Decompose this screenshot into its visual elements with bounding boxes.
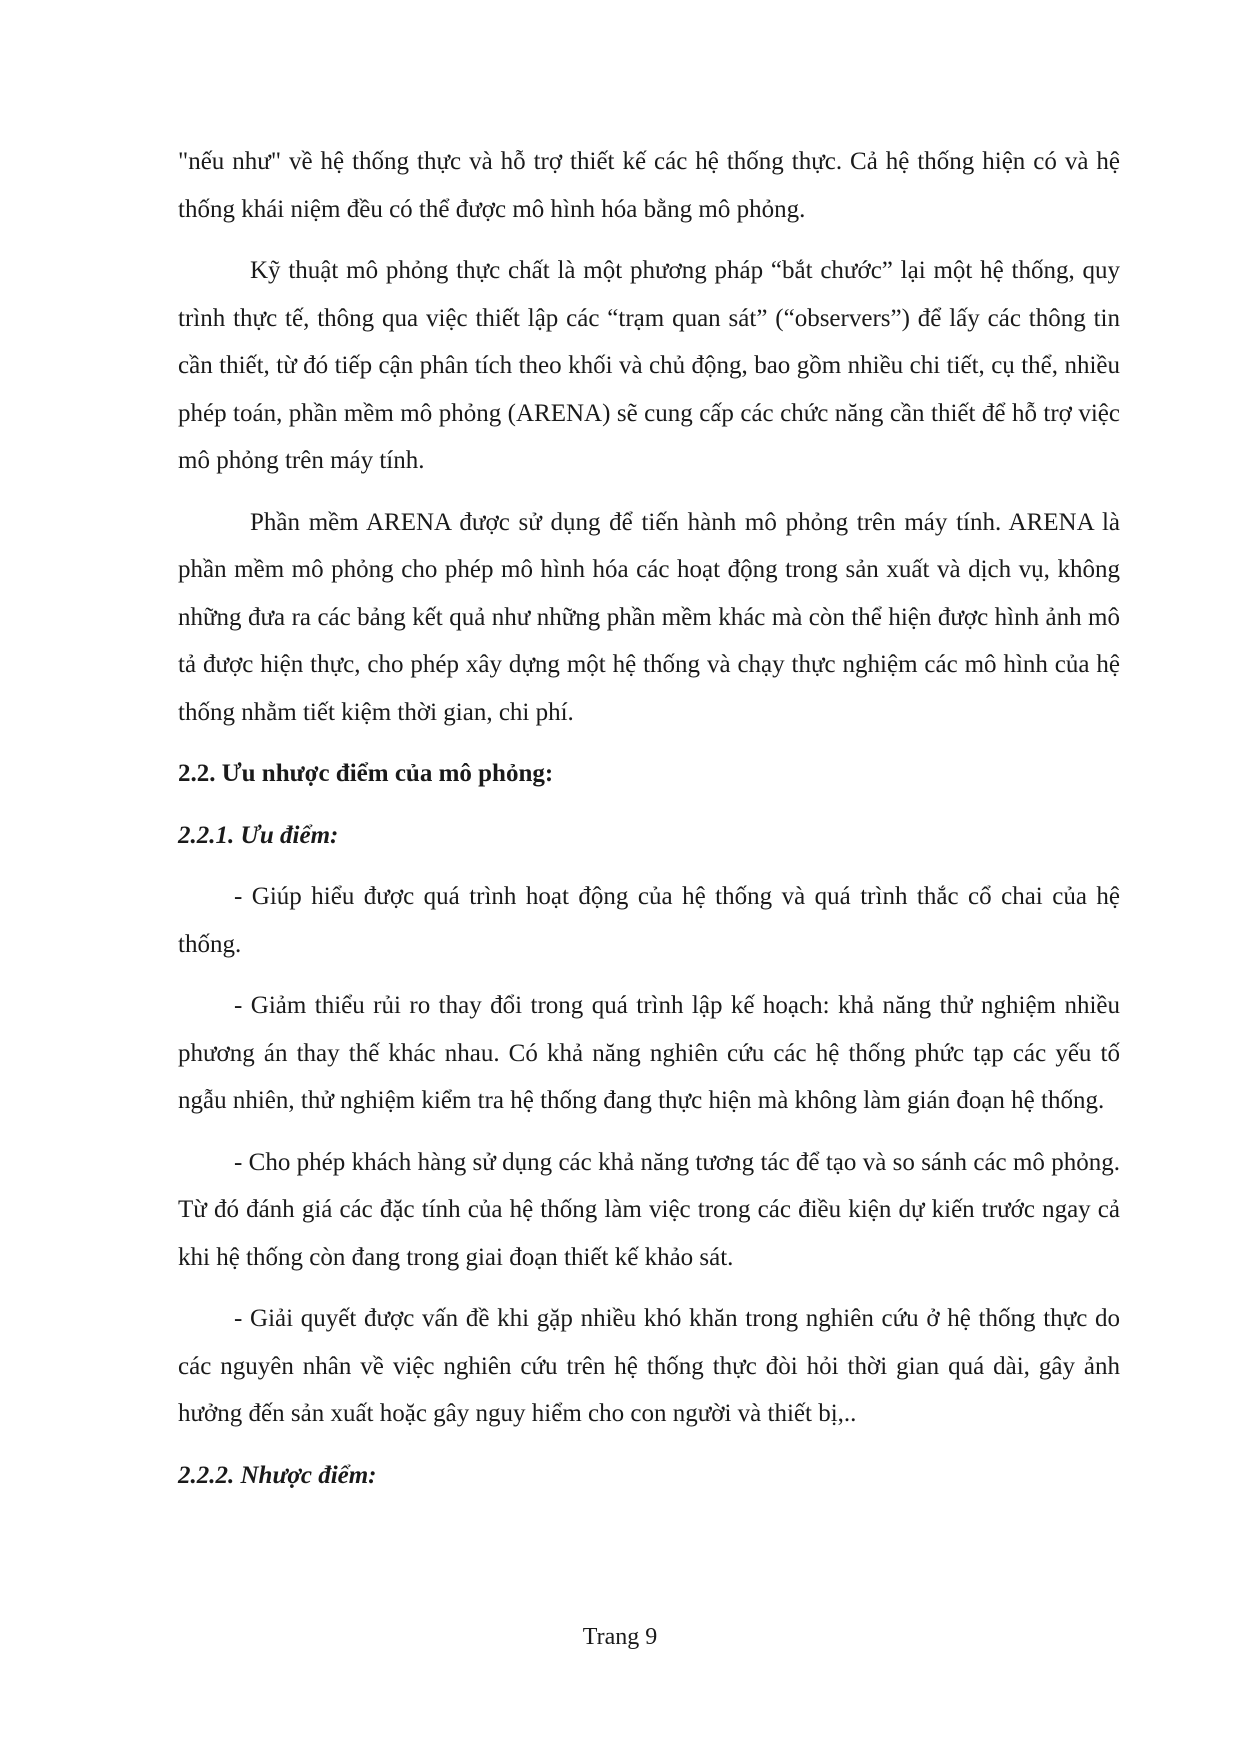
advantage-item: - Giảm thiểu rủi ro thay đổi trong quá trình lập kế hoạch: khả năng thử nghiệm nhiều phương án thay thế khác nhau. Có khả năng nghiên cứu các hệ thống phức tạp các yếu tố ngẫu nhiên, thử nghiệm kiểm tra hệ thống đang thực hiện mà không làm gián đoạn hệ thống. [178,992,1120,1114]
page-body [178,138,1120,1513]
section-heading: 2.2. Ưu nhược điểm của mô phỏng: [178,760,554,787]
paragraph-arena-software: Phần mềm ARENA được sử dụng để tiến hành mô phỏng trên máy tính. ARENA là phần mềm mô phỏng cho phép mô hình hóa các hoạt động trong sản xuất và dịch vụ, không những đưa ra các bảng kết quả như những phần mềm khác mà còn thể hiện được hình ảnh mô tả được hiện thực, cho phép xây dựng một hệ thống và chạy thực nghiệm các mô hình của hệ thống nhằm tiết kiệm thời gian, chi phí. [178,508,1120,726]
subsection-heading-advantages: 2.2.1. Ưu điểm: [178,821,339,849]
paragraph-simulation-technique: Kỹ thuật mô phỏng thực chất là một phương pháp “bắt chước” lại một hệ thống, quy trình thực tế, thông qua việc thiết lập các “trạm quan sát” (“observers”) để lấy các thông tin cần thiết, từ đó tiếp cận phân tích theo khối và chủ động, bao gồm nhiều chi tiết, cụ thể, nhiều phép toán, phần mềm mô phỏng (ARENA) sẽ cung cấp các chức năng cần thiết để hỗ trợ việc mô phỏng trên máy tính. [178,257,1120,474]
page-number: Trang 9 [582,1624,658,1650]
advantage-item: - Cho phép khách hàng sử dụng các khả năng tương tác để tạo và so sánh các mô phỏng. Từ đó đánh giá các đặc tính của hệ thống làm việc trong các điều kiện dự kiến trước ngay cả khi hệ thống còn đang trong giai đoạn thiết kế khảo sát. [178,1148,1120,1271]
advantage-item: - Giúp hiểu được quá trình hoạt động của hệ thống và quá trình thắc cổ chai của hệ thống. [178,883,1120,958]
advantage-item: - Giải quyết được vấn đề khi gặp nhiều khó khăn trong nghiên cứu ở hệ thống thực do các nguyên nhân về việc nghiên cứu trên hệ thống thực đòi hỏi thời gian quá dài, gây ảnh hưởng đến sản xuất hoặc gây nguy hiểm cho con người và thiết bị,.. [178,1305,1120,1427]
paragraph-continuation: "nếu như" về hệ thống thực và hỗ trợ thiết kế các hệ thống thực. Cả hệ thống hiện có và hệ thống khái niệm đều có thể được mô hình hóa bằng mô phỏng. [178,148,1120,223]
subsection-heading-disadvantages: 2.2.2. Nhược điểm: [178,1461,377,1489]
